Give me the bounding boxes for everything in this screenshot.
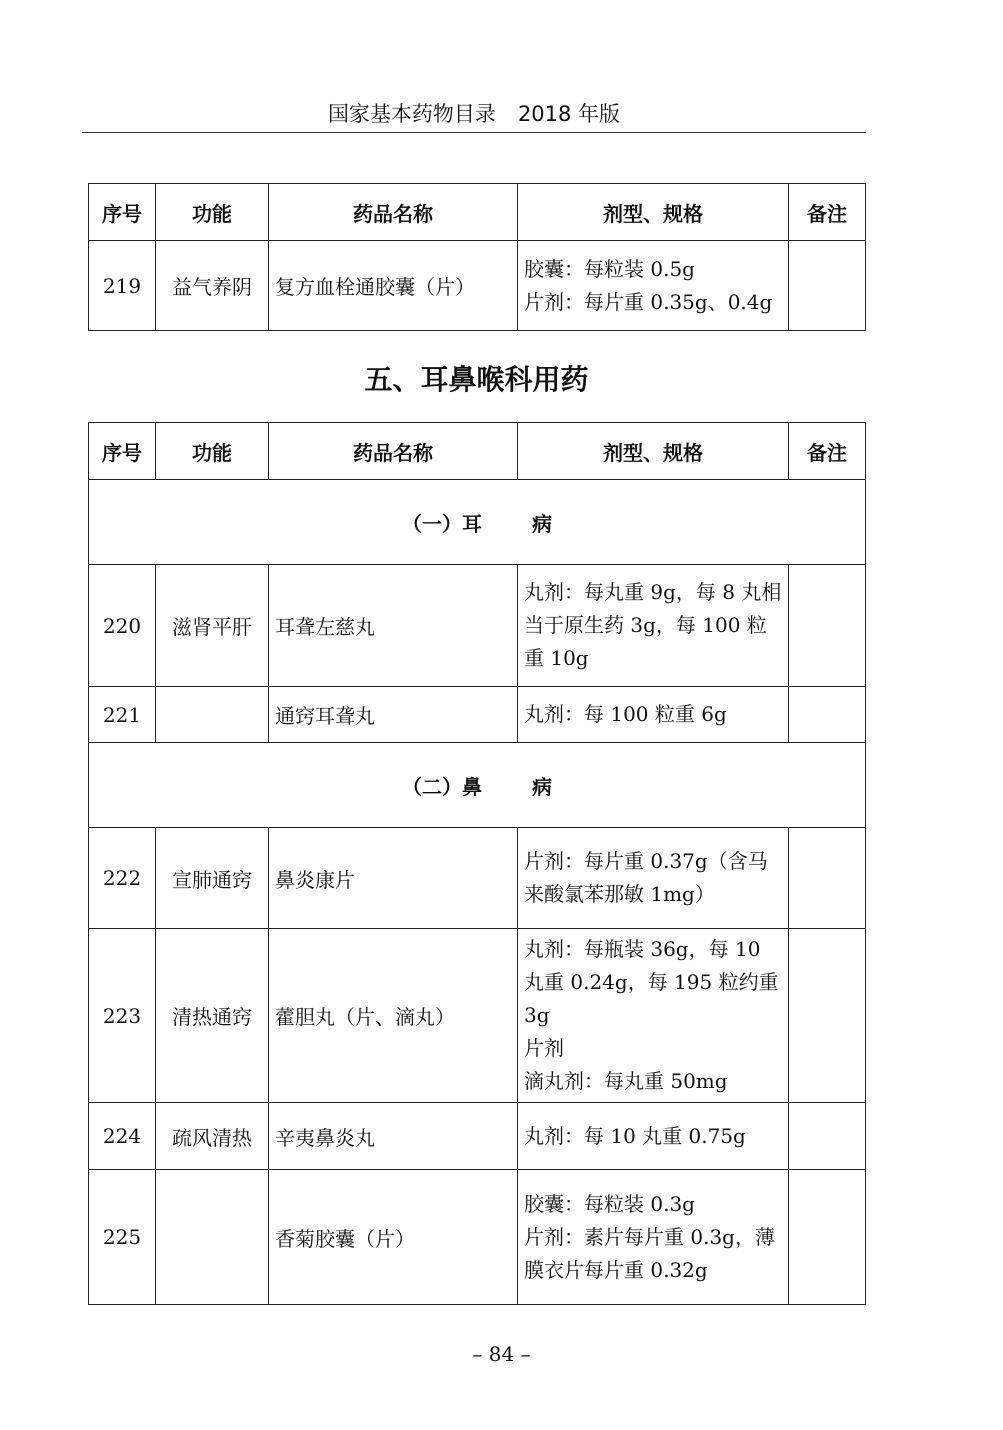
row-spec	[518, 828, 789, 929]
row-number: 225	[89, 1170, 156, 1305]
row-drug-name: 复方血栓通胶囊（片）	[269, 241, 518, 331]
spec-line: 丸剂：每 100 粒重 6g	[524, 702, 727, 726]
subsection-row	[89, 743, 866, 828]
row-spec	[518, 1103, 789, 1170]
row-number: 220	[89, 565, 156, 687]
spec-line: 片剂：素片每片重 0.3g，薄膜衣片每片重 0.32g	[524, 1224, 775, 1282]
subsection-label-suffix: 病	[532, 511, 552, 536]
row-drug-name: 香菊胶囊（片）	[269, 1170, 518, 1305]
row-note	[789, 828, 866, 929]
spec-line: 丸剂：每丸重 9g，每 8 丸相当于原生药 3g，每 100 粒重 10g	[524, 580, 782, 670]
col-header-spec: 剂型、规格	[518, 423, 789, 480]
subsection-label: （一）耳	[402, 511, 482, 536]
spec-line: 丸剂：每瓶装 36g，每 10 丸重 0.24g，每 195 粒约重 3g	[524, 937, 779, 1027]
spec-line: 丸剂：每 10 丸重 0.75g	[524, 1123, 746, 1148]
subsection-label: （二）鼻	[402, 774, 482, 799]
col-header-name: 药品名称	[269, 184, 518, 241]
row-number: 222	[89, 828, 156, 929]
table-header-row	[89, 184, 866, 241]
row-number: 223	[89, 929, 156, 1103]
subsection-row	[89, 480, 866, 565]
row-spec	[518, 241, 789, 331]
row-number: 219	[89, 241, 156, 331]
col-header-note: 备注	[789, 423, 866, 480]
row-drug-name: 藿胆丸（片、滴丸）	[269, 929, 518, 1103]
col-header-note: 备注	[789, 184, 866, 241]
table-row	[89, 828, 866, 929]
row-spec	[518, 929, 789, 1103]
col-header-spec: 剂型、规格	[518, 184, 789, 241]
row-drug-name: 辛夷鼻炎丸	[269, 1103, 518, 1170]
row-note	[789, 1170, 866, 1305]
spec-line: 胶囊：每粒装 0.3g	[524, 1191, 695, 1216]
row-drug-name: 耳聋左慈丸	[269, 565, 518, 687]
row-drug-name: 通窍耳聋丸	[269, 687, 518, 743]
row-function: 疏风清热	[156, 1103, 269, 1170]
header-title: 国家基本药物目录	[327, 102, 496, 126]
header-edition: 2018 年版	[517, 102, 621, 126]
row-function	[156, 687, 269, 743]
drug-table-continued	[88, 183, 866, 331]
table-row	[89, 687, 866, 743]
col-header-num: 序号	[89, 184, 156, 241]
spec-line: 片剂	[524, 1036, 564, 1060]
row-function: 宣肺通窍	[156, 828, 269, 929]
row-function: 益气养阴	[156, 241, 269, 331]
row-number: 224	[89, 1103, 156, 1170]
col-header-func: 功能	[156, 423, 269, 480]
row-spec	[518, 1170, 789, 1305]
row-note	[789, 929, 866, 1103]
subsection-heading	[89, 480, 866, 565]
row-spec	[518, 565, 789, 687]
col-header-name: 药品名称	[269, 423, 518, 480]
table-header-row	[89, 423, 866, 480]
page-header	[82, 95, 866, 133]
spec-line: 片剂：每片重 0.35g、0.4g	[524, 289, 773, 314]
table-row	[89, 929, 866, 1103]
row-note	[789, 241, 866, 331]
section-title: 五、耳鼻喉科用药	[364, 363, 589, 396]
row-note	[789, 687, 866, 743]
row-function	[156, 1170, 269, 1305]
row-function: 滋肾平肝	[156, 565, 269, 687]
drug-table-ent	[88, 422, 866, 1305]
table-row	[89, 1103, 866, 1170]
subsection-heading	[89, 743, 866, 828]
row-number: 221	[89, 687, 156, 743]
col-header-func: 功能	[156, 184, 269, 241]
table-row	[89, 1170, 866, 1305]
row-note	[789, 1103, 866, 1170]
row-function: 清热通窍	[156, 929, 269, 1103]
spec-line: 胶囊：每粒装 0.5g	[524, 256, 695, 281]
spec-line: 片剂：每片重 0.37g（含马来酸氯苯那敏 1mg）	[524, 849, 768, 906]
table-row	[89, 241, 866, 331]
row-spec	[518, 687, 789, 743]
col-header-num: 序号	[89, 423, 156, 480]
table-row	[89, 565, 866, 687]
subsection-label-suffix: 病	[532, 774, 552, 799]
spec-line: 滴丸剂：每丸重 50mg	[524, 1069, 728, 1093]
row-note	[789, 565, 866, 687]
row-drug-name: 鼻炎康片	[269, 828, 518, 929]
page-number: – 84 –	[472, 1342, 531, 1366]
